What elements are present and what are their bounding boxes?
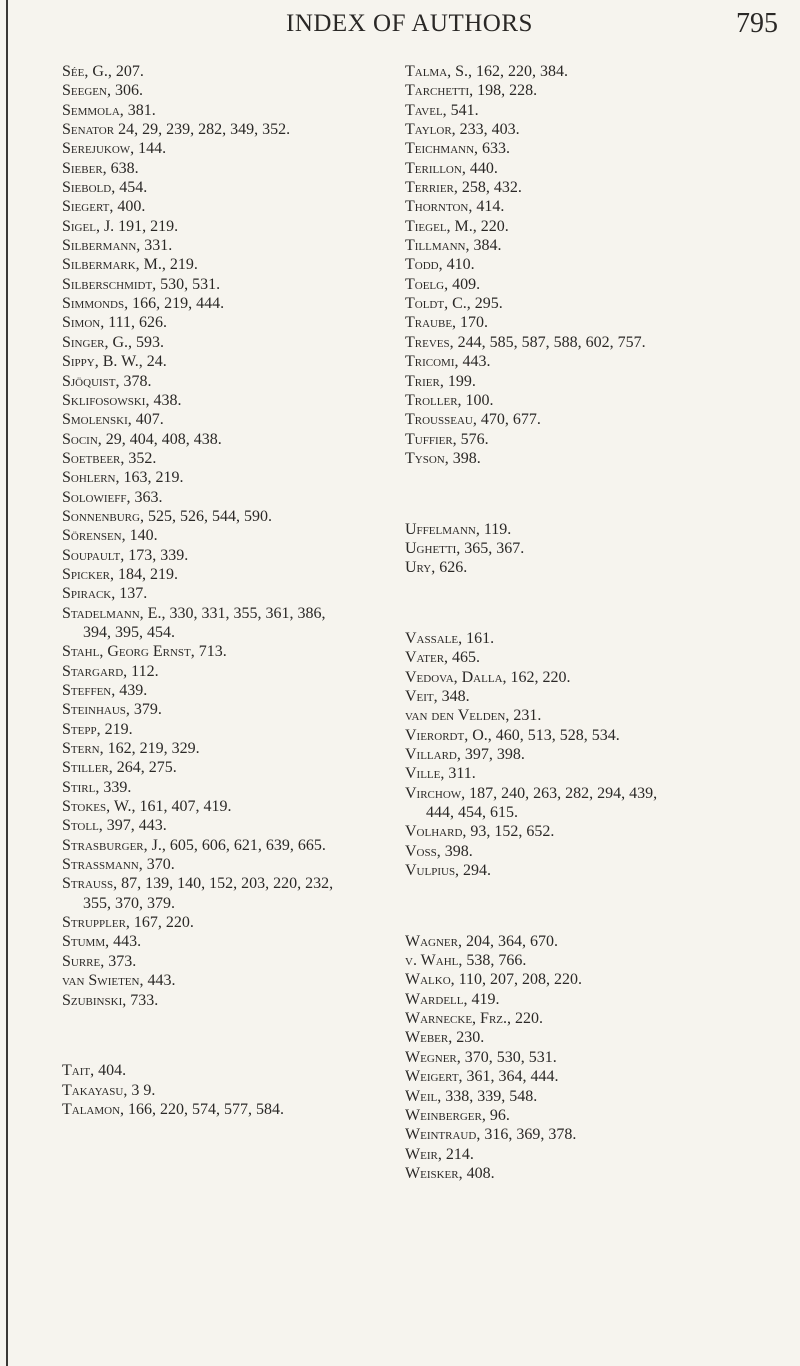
index-entry: Wegner, 370, 530, 531. [405, 1048, 557, 1066]
index-entry: Serejukow, 144. [62, 140, 167, 158]
index-entry: Stahl, Georg Ernst, 713. [62, 643, 227, 661]
index-entry: Weir, 214. [405, 1145, 474, 1163]
index-entry: Surre, 373. [62, 952, 137, 970]
index-entry: Uffelmann, 119. [405, 520, 512, 538]
index-entry: Semmola, 381. [62, 101, 156, 119]
index-entry: Vater, 465. [405, 649, 481, 667]
index-entry: Tavel, 541. [405, 101, 479, 119]
index-entry: Sklifosowski, 438. [62, 391, 182, 409]
index-column-left [62, 62, 392, 1119]
running-title: INDEX OF AUTHORS [286, 10, 533, 37]
index-entry-continuation: 355, 370, 379. [83, 894, 175, 912]
index-entry: Taylor, 233, 403. [405, 121, 520, 139]
index-entry: Strauss, 87, 139, 140, 152, 203, 220, 232, [62, 875, 334, 893]
index-entry: v. Wahl, 538, 766. [405, 952, 527, 970]
index-entry: Wagner, 204, 364, 670. [405, 932, 558, 950]
index-entry: Vulpius, 294. [405, 862, 492, 880]
index-entry: Wardell, 419. [405, 990, 500, 1008]
index-entry: Stirl, 339. [62, 778, 132, 796]
index-entry: Troller, 100. [405, 391, 494, 409]
index-entry: Stoll, 397, 443. [62, 817, 167, 835]
index-entry: Tiegel, M., 220. [405, 217, 509, 235]
index-entry: Strasburger, J., 605, 606, 621, 639, 665. [62, 836, 326, 854]
letter-group-gap [405, 594, 793, 613]
index-entry: Toldt, C., 295. [405, 295, 503, 313]
index-entry: Warnecke, Frz., 220. [405, 1010, 543, 1028]
index-entry: Spicker, 184, 219. [62, 565, 179, 583]
index-entry: Socin, 29, 404, 408, 438. [62, 430, 222, 448]
index-entry: Struppler, 167, 220. [62, 914, 194, 932]
index-entry: Stepp, 219. [62, 720, 133, 738]
index-entry: Smolenski, 407. [62, 411, 164, 429]
index-entry: Ughetti, 365, 367. [405, 539, 525, 557]
index-entry: Tuffier, 576. [405, 430, 489, 448]
index-entry: Soetbeer, 352. [62, 449, 157, 467]
letter-group-gap [405, 896, 793, 915]
index-entry: Strassmann, 370. [62, 856, 175, 874]
index-entry: Veit, 348. [405, 687, 470, 705]
index-entry: Tyson, 398. [405, 449, 481, 467]
index-entry: Ville, 311. [405, 765, 476, 783]
index-entry-continuation: 444, 454, 615. [426, 804, 518, 822]
index-entry: Todd, 410. [405, 256, 475, 274]
index-entry: Sohlern, 163, 219. [62, 469, 184, 487]
index-entry: Toelg, 409. [405, 275, 481, 293]
index-entry: Seegen, 306. [62, 82, 143, 100]
index-entry: van Swieten, 443. [62, 972, 176, 990]
index-entry: Trousseau, 470, 677. [405, 411, 541, 429]
index-entry: Villard, 397, 398. [405, 746, 525, 763]
index-entry: Tricomi, 443. [405, 353, 491, 371]
binding-edge [6, 0, 8, 1366]
index-entry: Virchow, 187, 240, 263, 282, 294, 439, [405, 784, 658, 802]
index-entry: Sieber, 638. [62, 159, 139, 177]
index-entry: Stumm, 443. [62, 933, 142, 951]
index-entry: Silbermark, M., 219. [62, 256, 198, 274]
index-entry: Weber, 230. [405, 1029, 485, 1047]
index-entry: Singer, G., 593. [62, 333, 165, 351]
index-entry: Silbermann, 331. [62, 237, 173, 255]
index-entry: Ury, 626. [405, 559, 468, 577]
index-entry: Siegert, 400. [62, 198, 146, 216]
index-entry: Stokes, W., 161, 407, 419. [62, 798, 232, 816]
index-entry: Terrier, 258, 432. [405, 179, 522, 197]
index-entry: Takayasu, 3 9. [62, 1081, 156, 1099]
page-number: 795 [736, 8, 778, 39]
index-entry: Spirack, 137. [62, 585, 148, 603]
index-entry: Weil, 338, 339, 548. [405, 1087, 538, 1105]
index-entry: Tarchetti, 198, 228. [405, 82, 538, 100]
index-entry: Walko, 110, 207, 208, 220. [405, 971, 583, 989]
index-entry: Sée, G., 207. [62, 63, 144, 80]
page-header [0, 4, 800, 44]
index-entry: Sjöquist, 378. [62, 372, 152, 390]
index-entry: Treves, 244, 585, 587, 588, 602, 757. [405, 333, 646, 351]
index-entry: Steinhaus, 379. [62, 701, 162, 719]
index-entry: Soupault, 173, 339. [62, 546, 189, 564]
index-entry: Vedova, Dalla, 162, 220. [405, 668, 571, 686]
index-entry: Szubinski, 733. [62, 991, 159, 1009]
index-entry: Stern, 162, 219, 329. [62, 740, 200, 758]
index-entry: Silberschmidt, 530, 531. [62, 275, 221, 293]
index-entry: Trier, 199. [405, 372, 476, 390]
index-entry: Sonnenburg, 525, 526, 544, 590. [62, 507, 272, 525]
index-entry: Weinberger, 96. [405, 1106, 510, 1124]
index-entry: Stadelmann, E., 330, 331, 355, 361, 386, [62, 604, 326, 622]
index-entry: Siebold, 454. [62, 179, 148, 197]
index-entry: Thornton, 414. [405, 198, 505, 216]
index-entry: Traube, 170. [405, 314, 489, 332]
index-entry: Voss, 398. [405, 842, 473, 860]
index-entry: Weisker, 408. [405, 1164, 495, 1182]
index-entry: Tillmann, 384. [405, 237, 502, 255]
index-entry: Stargard, 112. [62, 662, 159, 680]
index-column-right [405, 62, 793, 1183]
index-entry-continuation: 394, 395, 454. [83, 623, 175, 641]
index-entry: Vierordt, O., 460, 513, 528, 534. [405, 726, 620, 744]
index-entry: Tait, 404. [62, 1062, 127, 1080]
letter-group-gap [62, 1026, 392, 1045]
index-entry: Volhard, 93, 152, 652. [405, 823, 555, 841]
letter-group-gap [405, 484, 793, 503]
index-entry: Vassale, 161. [405, 629, 495, 647]
index-entry: Simmonds, 166, 219, 444. [62, 295, 225, 313]
index-entry: Weigert, 361, 364, 444. [405, 1068, 559, 1086]
index-entry: Talma, S., 162, 220, 384. [405, 63, 569, 80]
index-entry: Stiller, 264, 275. [62, 759, 177, 777]
index-entry: Sippy, B. W., 24. [62, 353, 167, 371]
index-entry: Sigel, J. 191, 219. [62, 217, 179, 235]
index-entry: Talamon, 166, 220, 574, 577, 584. [62, 1100, 285, 1118]
index-entry: Steffen, 439. [62, 682, 148, 699]
index-entry: Sörensen, 140. [62, 527, 158, 545]
index-entry: Terillon, 440. [405, 159, 498, 177]
index-entry: Teichmann, 633. [405, 140, 511, 158]
index-entry: Senator 24, 29, 239, 282, 349, 352. [62, 121, 291, 139]
index-entry: van den Velden, 231. [405, 707, 542, 725]
index-entry: Solowieff, 363. [62, 488, 163, 506]
index-entry: Simon, 111, 626. [62, 314, 168, 332]
index-entry: Weintraud, 316, 369, 378. [405, 1126, 577, 1144]
